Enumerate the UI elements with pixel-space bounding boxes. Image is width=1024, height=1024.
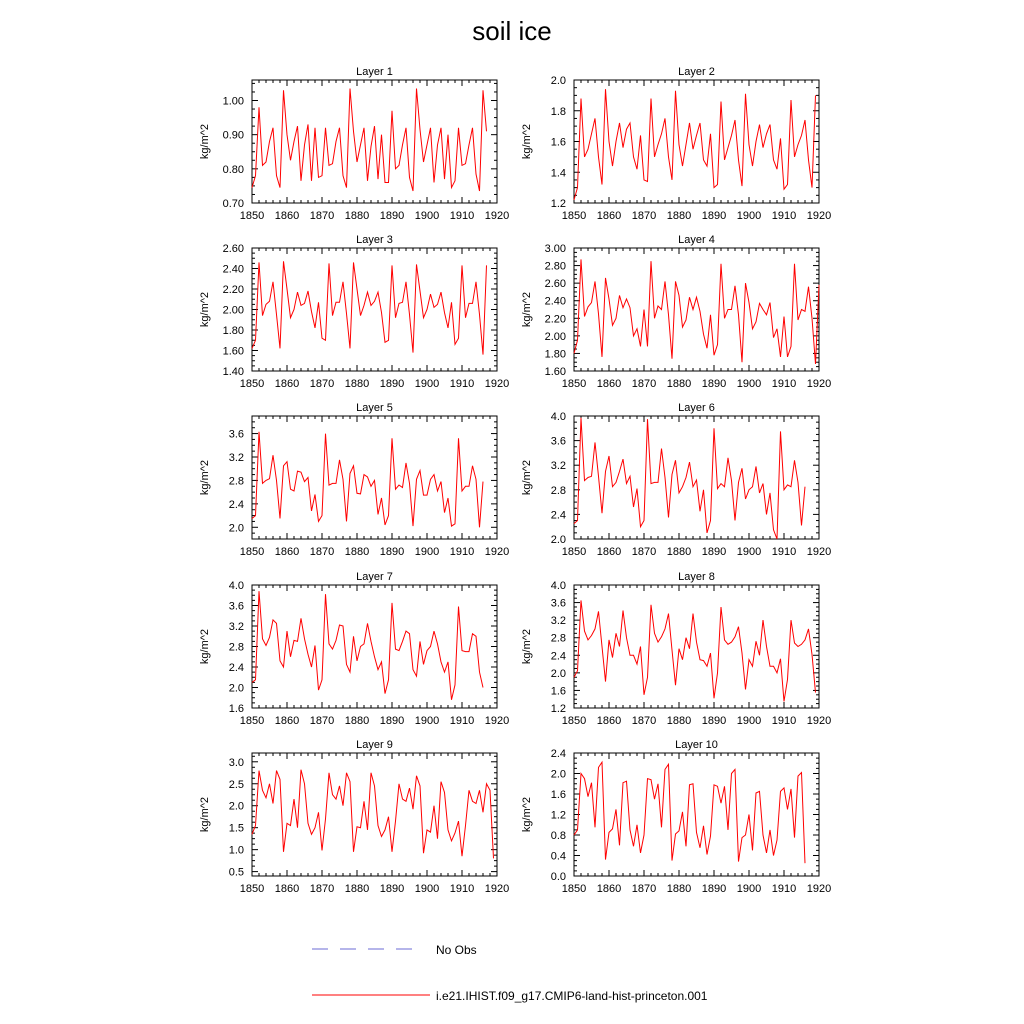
y-tick-label: 0.90 (222, 129, 244, 142)
x-tick-label: 1890 (379, 210, 405, 222)
y-axis-label: kg/m^2 (521, 123, 533, 160)
y-tick-label: 3.00 (544, 243, 566, 255)
x-tick-label: 1860 (274, 546, 300, 558)
x-tick-label: 1890 (379, 378, 405, 390)
x-tick-label: 1900 (414, 883, 440, 895)
x-tick-label: 1870 (631, 715, 657, 727)
y-tick-label: 2.0 (228, 682, 244, 695)
y-tick-label: 1.2 (550, 703, 566, 715)
panel-layer-6 (521, 402, 831, 558)
y-tick-label: 3.2 (228, 621, 244, 633)
x-tick-label: 1910 (449, 546, 475, 558)
x-tick-label: 1890 (379, 883, 405, 895)
y-tick-label: 0.0 (550, 871, 566, 883)
plot-frame (574, 753, 819, 876)
y-tick-label: 0.4 (550, 850, 566, 863)
x-tick-label: 1850 (239, 883, 265, 895)
x-tick-label: 1920 (806, 210, 832, 222)
x-tick-label: 1870 (309, 546, 335, 558)
series-line (252, 432, 483, 528)
panel-title: Layer 8 (678, 571, 715, 583)
x-tick-label: 1880 (666, 378, 692, 390)
x-tick-label: 1850 (561, 210, 587, 222)
panel-layer-5 (199, 402, 509, 558)
y-tick-label: 2.8 (550, 632, 566, 645)
panel-layer-1 (199, 66, 509, 222)
plot-frame (252, 753, 497, 876)
series-line (574, 762, 805, 863)
plot-frame (574, 80, 819, 203)
legend-model-label: i.e21.IHIST.f09_g17.CMIP6-land-hist-princeton.001 (436, 989, 708, 1003)
y-tick-label: 1.80 (544, 348, 566, 361)
y-tick-label: 0.8 (550, 830, 566, 842)
x-tick-label: 1920 (484, 378, 510, 390)
x-tick-label: 1850 (239, 210, 265, 222)
y-tick-label: 2.4 (550, 650, 566, 663)
x-tick-label: 1890 (379, 715, 405, 727)
y-tick-label: 4.0 (550, 580, 566, 592)
y-axis-label: kg/m^2 (199, 796, 211, 833)
panel-layer-2 (521, 66, 831, 222)
figure-title: soil ice (472, 16, 552, 46)
x-tick-label: 1910 (449, 378, 475, 390)
x-tick-label: 1880 (344, 546, 370, 558)
y-tick-label: 1.6 (550, 136, 566, 149)
series-line (574, 600, 816, 701)
y-axis-label: kg/m^2 (199, 628, 211, 665)
series-line (252, 770, 494, 859)
y-axis-label: kg/m^2 (521, 459, 533, 496)
x-tick-label: 1910 (771, 210, 797, 222)
x-tick-label: 1920 (484, 546, 510, 558)
series-line (574, 418, 805, 539)
series-line (252, 591, 483, 700)
x-tick-label: 1910 (771, 378, 797, 390)
y-tick-label: 1.4 (550, 167, 566, 180)
x-tick-label: 1860 (274, 378, 300, 390)
x-tick-label: 1920 (484, 210, 510, 222)
y-tick-label: 2.0 (550, 75, 566, 87)
x-tick-label: 1880 (344, 210, 370, 222)
x-tick-label: 1850 (561, 546, 587, 558)
y-axis-label: kg/m^2 (199, 291, 211, 328)
y-tick-label: 1.60 (544, 366, 566, 378)
x-tick-label: 1870 (631, 210, 657, 222)
panel-title: Layer 7 (356, 571, 393, 583)
x-tick-label: 1900 (736, 210, 762, 222)
y-tick-label: 3.2 (550, 615, 566, 628)
y-tick-label: 1.40 (222, 366, 244, 378)
x-tick-label: 1860 (274, 715, 300, 727)
panel-layer-3 (199, 234, 509, 390)
x-tick-label: 1850 (239, 546, 265, 558)
y-tick-label: 2.40 (544, 295, 566, 308)
y-axis-label: kg/m^2 (521, 628, 533, 665)
x-tick-label: 1910 (771, 715, 797, 727)
x-tick-label: 1860 (596, 210, 622, 222)
x-tick-label: 1900 (414, 715, 440, 727)
panel-title: Layer 5 (356, 402, 393, 414)
x-tick-label: 1850 (561, 883, 587, 895)
y-axis-label: kg/m^2 (521, 291, 533, 328)
y-tick-label: 2.4 (550, 748, 566, 760)
y-tick-label: 3.6 (550, 435, 566, 448)
y-tick-label: 1.2 (550, 809, 566, 822)
x-tick-label: 1910 (449, 210, 475, 222)
x-tick-label: 1910 (449, 715, 475, 727)
y-tick-label: 4.0 (550, 411, 566, 423)
y-tick-label: 3.0 (228, 756, 244, 769)
x-tick-label: 1920 (484, 883, 510, 895)
y-tick-label: 2.8 (550, 484, 566, 497)
x-tick-label: 1870 (309, 210, 335, 222)
x-tick-label: 1850 (239, 715, 265, 727)
y-tick-label: 2.4 (550, 509, 566, 522)
x-tick-label: 1870 (631, 378, 657, 390)
x-tick-label: 1920 (806, 715, 832, 727)
y-tick-label: 2.0 (550, 534, 566, 546)
x-tick-label: 1900 (736, 546, 762, 558)
x-tick-label: 1870 (309, 378, 335, 390)
y-tick-label: 2.00 (222, 304, 244, 317)
y-tick-label: 2.60 (222, 243, 244, 255)
y-tick-label: 0.70 (222, 198, 244, 210)
y-tick-label: 1.5 (228, 822, 244, 835)
x-tick-label: 1860 (274, 210, 300, 222)
x-tick-label: 1860 (596, 378, 622, 390)
x-tick-label: 1890 (701, 715, 727, 727)
series-line (574, 89, 816, 200)
x-tick-label: 1900 (736, 883, 762, 895)
x-tick-label: 1880 (344, 715, 370, 727)
x-tick-label: 1870 (631, 546, 657, 558)
x-tick-label: 1850 (561, 378, 587, 390)
x-tick-label: 1870 (309, 715, 335, 727)
y-tick-label: 1.6 (550, 789, 566, 801)
x-tick-label: 1890 (701, 378, 727, 390)
x-tick-label: 1850 (561, 715, 587, 727)
y-tick-label: 3.6 (550, 597, 566, 610)
x-tick-label: 1870 (631, 883, 657, 895)
x-tick-label: 1850 (239, 378, 265, 390)
y-tick-label: 2.8 (228, 641, 244, 654)
y-tick-label: 1.0 (228, 844, 244, 857)
y-tick-label: 1.6 (550, 685, 566, 698)
y-tick-label: 2.0 (550, 768, 566, 781)
x-tick-label: 1860 (274, 883, 300, 895)
y-tick-label: 2.0 (228, 522, 244, 535)
x-tick-label: 1900 (414, 546, 440, 558)
x-tick-label: 1880 (666, 210, 692, 222)
x-tick-label: 1880 (666, 715, 692, 727)
series-line (574, 259, 819, 364)
panel-title: Layer 4 (678, 234, 715, 246)
panel-title: Layer 3 (356, 234, 393, 246)
panel-layer-8 (521, 571, 831, 727)
x-tick-label: 1910 (771, 546, 797, 558)
panel-title: Layer 2 (678, 66, 715, 78)
y-tick-label: 2.4 (228, 498, 244, 511)
x-tick-label: 1910 (449, 883, 475, 895)
x-tick-label: 1900 (414, 210, 440, 222)
y-axis-label: kg/m^2 (521, 796, 533, 833)
y-tick-label: 1.6 (228, 703, 244, 715)
panel-title: Layer 9 (356, 739, 393, 751)
y-axis-label: kg/m^2 (199, 459, 211, 496)
y-tick-label: 1.8 (550, 105, 566, 118)
y-tick-label: 2.4 (228, 662, 244, 674)
x-tick-label: 1920 (806, 883, 832, 895)
y-tick-label: 2.0 (550, 667, 566, 680)
y-tick-label: 2.20 (544, 313, 566, 326)
x-tick-label: 1910 (771, 883, 797, 895)
y-tick-label: 3.2 (228, 452, 244, 464)
panel-layer-7 (199, 571, 509, 727)
x-tick-label: 1920 (484, 715, 510, 727)
y-tick-label: 1.00 (222, 95, 244, 108)
x-tick-label: 1860 (596, 883, 622, 895)
y-tick-label: 2.0 (228, 800, 244, 813)
series-line (252, 261, 487, 354)
y-tick-label: 2.60 (544, 278, 566, 291)
y-tick-label: 3.6 (228, 600, 244, 613)
panel-layer-4 (521, 234, 831, 390)
y-tick-label: 3.6 (228, 428, 244, 441)
x-tick-label: 1920 (806, 546, 832, 558)
plot-frame (574, 416, 819, 539)
panel-layer-9 (199, 739, 509, 895)
y-tick-label: 2.5 (228, 778, 244, 791)
y-tick-label: 1.2 (550, 198, 566, 210)
y-tick-label: 3.2 (550, 460, 566, 473)
y-tick-label: 2.20 (222, 284, 244, 296)
panel-title: Layer 10 (675, 739, 718, 751)
x-tick-label: 1900 (736, 715, 762, 727)
legend-obs-label: No Obs (436, 943, 477, 957)
y-tick-label: 2.00 (544, 330, 566, 343)
x-tick-label: 1900 (414, 378, 440, 390)
x-tick-label: 1860 (596, 546, 622, 558)
y-tick-label: 1.80 (222, 325, 244, 337)
y-tick-label: 4.0 (228, 580, 244, 592)
panel-title: Layer 1 (356, 66, 393, 78)
x-tick-label: 1900 (736, 378, 762, 390)
y-tick-label: 0.5 (228, 866, 244, 879)
x-tick-label: 1880 (666, 883, 692, 895)
x-tick-label: 1880 (666, 546, 692, 558)
panel-layer-10 (521, 739, 831, 895)
x-tick-label: 1880 (344, 378, 370, 390)
y-axis-label: kg/m^2 (199, 123, 211, 160)
x-tick-label: 1890 (701, 210, 727, 222)
y-tick-label: 2.8 (228, 475, 244, 488)
x-tick-label: 1890 (701, 883, 727, 895)
panel-title: Layer 6 (678, 402, 715, 414)
x-tick-label: 1880 (344, 883, 370, 895)
series-line (252, 89, 487, 192)
x-tick-label: 1890 (701, 546, 727, 558)
x-tick-label: 1870 (309, 883, 335, 895)
x-tick-label: 1920 (806, 378, 832, 390)
y-tick-label: 1.60 (222, 345, 244, 358)
x-tick-label: 1860 (596, 715, 622, 727)
y-tick-label: 0.80 (222, 163, 244, 176)
y-tick-label: 2.80 (544, 260, 566, 273)
y-tick-label: 2.40 (222, 263, 244, 276)
x-tick-label: 1890 (379, 546, 405, 558)
